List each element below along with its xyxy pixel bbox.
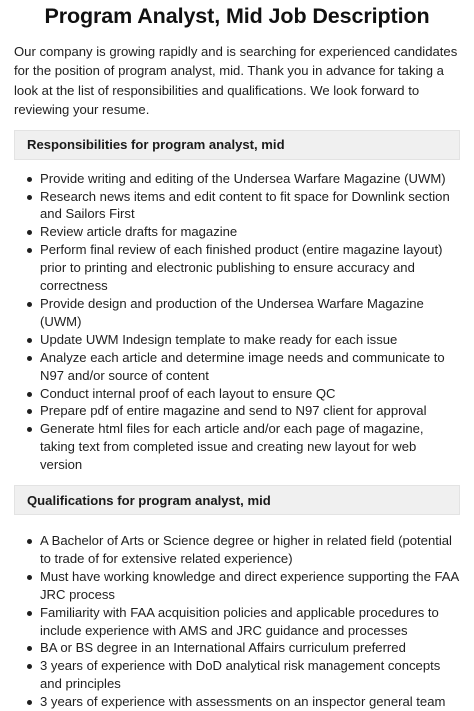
- list-item: Perform final review of each finished product (entire magazine layout) prior to printing and electronic publishing to ensure accuracy and correctness: [40, 241, 460, 295]
- list-item: Provide design and production of the Undersea Warfare Magazine (UWM): [40, 295, 460, 331]
- intro-paragraph: Our company is growing rapidly and is searching for experienced candidates for the position of program analyst, mid. Thank you in advance for taking a look at the list of responsibilities and qualifications. We look forward to reviewing your resume.: [14, 44, 458, 118]
- list-item: Familiarity with FAA acquisition policies and applicable procedures to include experience with AMS and JRC guidance and processes: [40, 604, 460, 640]
- list-item: Provide writing and editing of the Undersea Warfare Magazine (UWM): [40, 170, 460, 188]
- responsibilities-list: [14, 170, 460, 474]
- responsibilities-heading: Responsibilities for program analyst, mid: [14, 130, 460, 160]
- list-item: Analyze each article and determine image needs and communicate to N97 and/or source of content: [40, 349, 460, 385]
- qualifications-list: [14, 532, 460, 711]
- list-item: Generate html files for each article and/or each page of magazine, taking text from completed issue and creating new layout for web version: [40, 420, 460, 474]
- list-item: 3 years of experience with DoD analytical risk management concepts and principles: [40, 657, 460, 693]
- qualifications-heading: Qualifications for program analyst, mid: [14, 485, 460, 515]
- list-item: 3 years of experience with assessments on an inspector general team: [40, 693, 460, 711]
- list-item: Must have working knowledge and direct experience supporting the FAA JRC process: [40, 568, 459, 602]
- list-item: Update UWM Indesign template to make ready for each issue: [40, 331, 460, 349]
- list-item: Prepare pdf of entire magazine and send to N97 client for approval: [40, 402, 460, 420]
- list-item: A Bachelor of Arts or Science degree or higher in related field (potential to trade of for extensive related experience): [40, 532, 460, 568]
- list-item: BA or BS degree in an International Affairs curriculum preferred: [40, 639, 460, 657]
- page-title: Program Analyst, Mid Job Description: [44, 4, 430, 28]
- list-item: Research news items and edit content to fit space for Downlink section and Sailors First: [40, 188, 460, 224]
- list-item: Conduct internal proof of each layout to ensure QC: [40, 385, 460, 403]
- list-item: Review article drafts for magazine: [40, 223, 460, 241]
